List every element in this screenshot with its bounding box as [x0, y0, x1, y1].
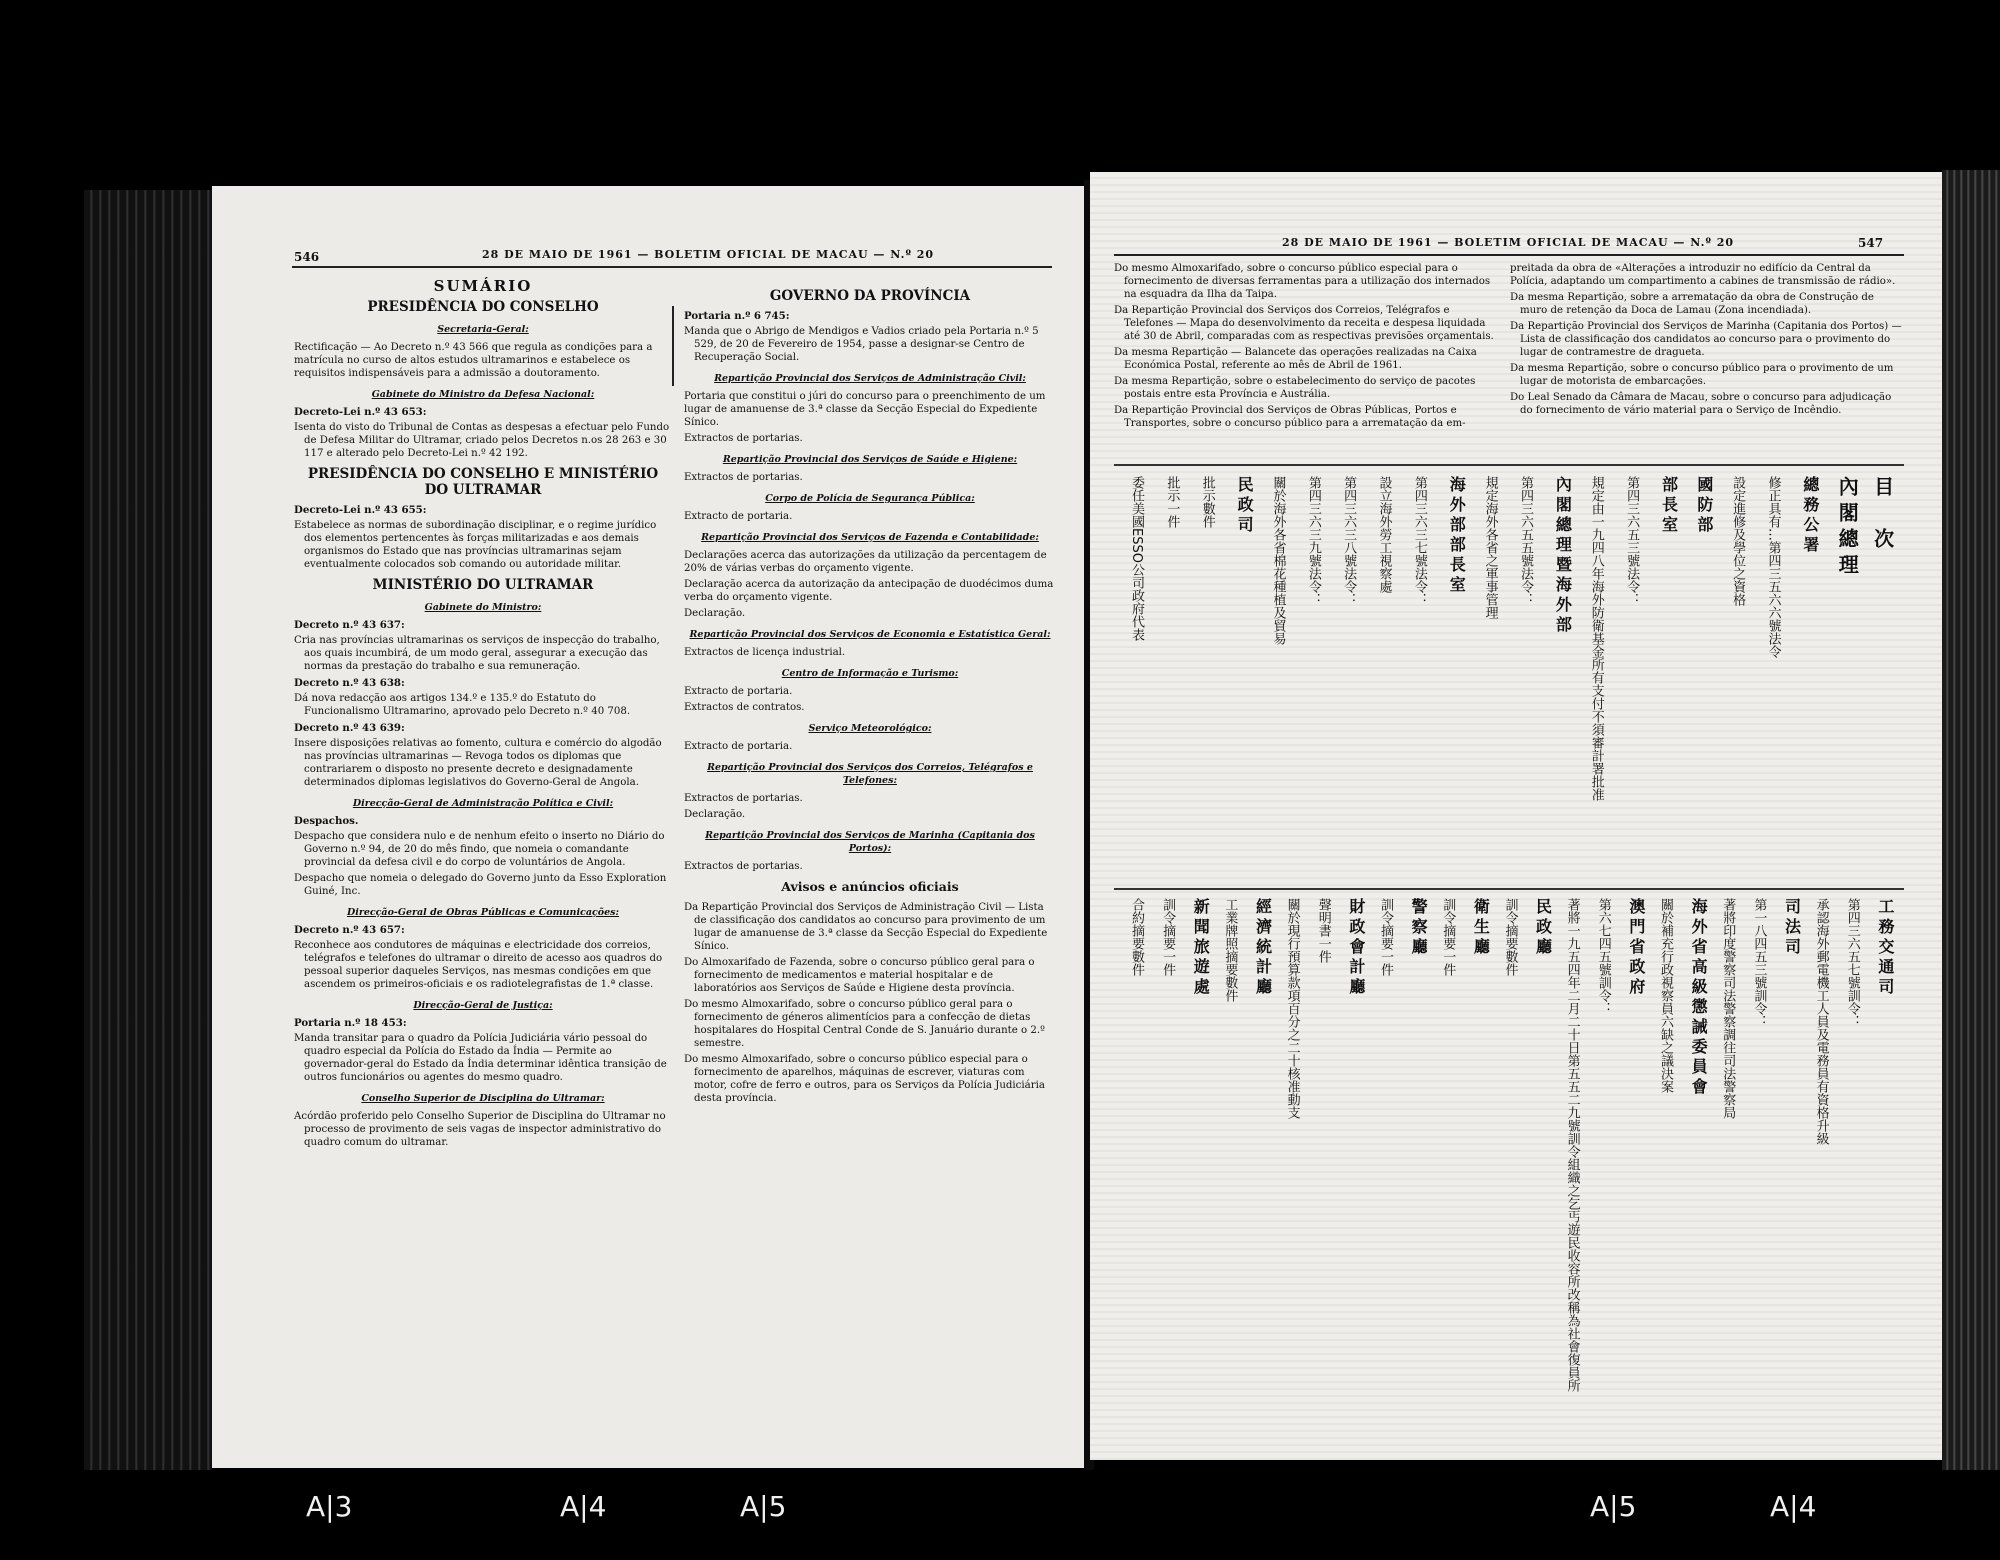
subsection-heading: Repartição Provincial dos Serviços de Saúde e Higiene:: [722, 454, 1018, 465]
chinese-contents-entry: 承認海外郵電機工人員及電務員有資格升級: [1813, 898, 1829, 1145]
page-number: 546: [294, 250, 320, 264]
summary-entry: Manda transitar para o quadro da Polícia Judiciária vário pessoal do quadro especial da Polícia do Estado da Índia — Permite ao governador-geral do Estado da Índia determinar idêntica transição de outros funcionários ou agentes do mesmo quadro.: [294, 1033, 667, 1083]
chinese-contents-entry: 內閣總理: [1835, 476, 1860, 580]
summary-title: SUMÁRIO: [433, 277, 533, 295]
summary-entry: Declaração.: [684, 809, 746, 820]
subsection-heading: Secretaria-Geral:: [437, 324, 529, 335]
summary-entry: Rectificação — Ao Decreto n.º 43 566 que regula as condições para a matrícula no curso de altos estudos ultramarinos e estabelece os requisitos indispensáveis para a admissão a doutoramento.: [294, 342, 653, 379]
notice-entry: Da Repartição Provincial dos Serviços de Marinha (Capitania dos Portos) — Lista de classificação dos candidatos ao concurso para o provimento do lugar de contramestre de draguetа.: [1510, 321, 1902, 358]
chinese-contents-entry: 財政會計廳: [1346, 898, 1366, 998]
summary-entry: Declaração acerca da autorização da antecipação de duodécimos duma verba do orçamento vigente.: [684, 579, 1054, 603]
notices-column-1: [1114, 262, 1498, 433]
frame-marker: [1770, 1490, 1816, 1523]
notice-entry: Da mesma Repartição, sobre a arrematação da obra de Construção de muro de retenção da Doca de Lamau (Zona incendiada).: [1510, 292, 1874, 316]
notice-entry: preitada da obra de «Alterações a introduzir no edifício da Central da Polícia, adaptando um compartimento a cabines de transmissão de rádio».: [1510, 263, 1896, 287]
summary-entry: Dá nova redacção aos artigos 134.º e 135.º do Estatuto do Funcionalismo Ultramarino, aprovado pelo Decreto n.º 40 708.: [294, 693, 631, 717]
chinese-contents-entry: 著將印度警察司法警察調往司法警察局: [1720, 898, 1736, 1119]
subsection-heading: Repartição Provincial dos Serviços dos Correios, Telégrafos e Telefones:: [707, 762, 1033, 786]
chinese-contents-entry: 著將一九五四年二月二十日第五五二九號訓令組織之乞丐遊民收容所改稱為社會復員所: [1564, 898, 1580, 1392]
summary-column-2: [684, 282, 1056, 1108]
chinese-contents-entry: 司法司: [1782, 898, 1802, 958]
notice-entry: Da mesma Repartição, sobre o concurso público para o provimento de um lugar de motorista de embarcações.: [1510, 363, 1894, 387]
page-header: 28 DE MAIO DE 1961 — BOLETIM OFICIAL DE MACAU — N.º 20: [1282, 236, 1735, 249]
decree-label: Decreto n.º 43 657:: [294, 924, 405, 936]
subsection-heading: Gabinete do Ministro:: [424, 602, 542, 613]
chinese-contents-entry: 訓令摘要一件: [1377, 898, 1393, 976]
decree-label: Decreto-Lei n.º 43 655:: [294, 504, 427, 516]
chinese-contents-entry: 第四三六三八號法令：: [1341, 476, 1357, 606]
subsection-heading: Repartição Provincial dos Serviços de Marinha (Capitania dos Portos):: [705, 830, 1035, 854]
subsection-heading: Repartição Provincial dos Serviços de Fazenda e Contabilidade:: [701, 532, 1039, 543]
summary-column-1: [294, 278, 672, 1152]
summary-entry: Extractos de portarias.: [684, 793, 803, 804]
notice-entry: Da Repartição Provincial dos Serviços de Obras Públicas, Portos e Transportes, sobre o concurso público para a arrematação da em-: [1114, 405, 1466, 429]
summary-entry: Portaria que constitui o júri do concurso para o preenchimento de um lugar de amanuense de 3.ª classe da Secção Especial do Expediente Sínico.: [684, 391, 1046, 428]
chinese-contents-entry: 第四三六三七號法令：: [1411, 476, 1427, 606]
summary-entry: Isenta do visto do Tribunal de Contas as despesas a efectuar pelo Fundo de Defesa Militar do Ultramar, criado pelos Decretos n.os 28 263 e 30 117 e alterado pelo Decreto-Lei n.º 42 192.: [294, 422, 670, 459]
decree-label: Decreto n.º 43 639:: [294, 722, 405, 734]
subsection-heading: Conselho Superior de Disciplina do Ultramar:: [361, 1093, 605, 1104]
chinese-contents-entry: 新聞旅遊處: [1191, 898, 1211, 998]
summary-entry: Despacho que nomeia o delegado do Governo junto da Esso Exploration Guiné, Inc.: [294, 873, 667, 897]
notices-column-2: [1510, 262, 1904, 420]
chinese-contents-entry: 聲明書一件: [1315, 898, 1331, 963]
summary-entry: Extractos de contratos.: [684, 702, 805, 713]
summary-entry: Acórdão proferido pelo Conselho Superior de Disciplina do Ultramar no processo de provimento de seis vagas de inspector administrativo do quadro comum do ultramar.: [294, 1111, 666, 1148]
section-rule: [1114, 464, 1904, 466]
chinese-contents-entry: 警察廳: [1409, 898, 1429, 958]
summary-entry: Estabelece as normas de subordinação disciplinar, e o regime jurídico dos elementos pertencentes às forças militarizadas e aos demais organismos do Estado que nas províncias ultramarinas sejam eventualmente colocados sob comando ou autoridade militar.: [294, 520, 657, 570]
decree-label: Despachos.: [294, 815, 359, 827]
decree-label: Portaria n.º 6 745:: [684, 310, 790, 322]
frame-marker-label: A|4: [560, 1490, 607, 1523]
chinese-contents-entry: 批示一件: [1164, 476, 1180, 528]
chinese-contents-entry: 訓令摘要一件: [1440, 898, 1456, 976]
notice-entry: Do Almoxarifado de Fazenda, sobre o concurso público geral para o fornecimento de medicamentos e material hospitalar e de laboratórios aos Serviços de Saúde e Higiene desta província.: [684, 957, 1035, 994]
frame-marker: [1590, 1490, 1636, 1523]
notice-entry: Do mesmo Almoxarifado, sobre o concurso público especial para o fornecimento de diversas ferramentas para a utilização dos internados na esquadra da Ilha da Taipa.: [1114, 263, 1491, 300]
chinese-contents-entry: 總務公署: [1800, 476, 1820, 556]
summary-entry: Reconhece aos condutores de máquinas e electricidade dos correios, telégrafos e telefones do ultramar o direito de acesso aos quadros do pessoal superior daqueles Serviços, nas mesmas condições em que ascendem os primeiros-oficiais e os radiotelegrafistas de 1.ª classe.: [294, 940, 663, 990]
chinese-contents-entry: 第四三六三九號法令：: [1305, 476, 1321, 606]
chinese-contents-entry: 訓令摘要數件: [1502, 898, 1518, 976]
left-page: [212, 186, 1090, 1468]
margin-bracket: [672, 306, 674, 386]
page-header: 28 DE MAIO DE 1961 — BOLETIM OFICIAL DE MACAU — N.º 20: [482, 248, 935, 261]
decree-label: Decreto n.º 43 638:: [294, 677, 405, 689]
chinese-contents-entry: 關於現行預算款項百分之二十核准動支: [1284, 898, 1300, 1119]
summary-entry: Insere disposições relativas ao fomento, cultura e comércio do algodão nas províncias ultramarinas — Revoga todos os diplomas que contrariarem o disposto no presente decreto e designadamente determinados diplomas legislativos do Governo-Geral de Angola.: [294, 738, 662, 788]
subsection-heading: Gabinete do Ministro da Defesa Nacional:: [371, 389, 595, 400]
frame-marker-label: A|4: [1770, 1490, 1817, 1523]
summary-entry: Declarações acerca das autorizações da utilização da percentagem de 20% de várias verbas do orçamento vigente.: [684, 550, 1047, 574]
frame-marker-label: A|5: [1590, 1490, 1637, 1523]
summary-entry: Cria nas províncias ultramarinas os serviços de inspecção do trabalho, aos quais incumbirá, de um modo geral, assegurar a execução das normas da prestação do trabalho e sua remuneração.: [294, 635, 660, 672]
section-rule: [1114, 888, 1904, 890]
chinese-contents-entry: 關於海外各省棉花種植及貿易: [1270, 476, 1286, 645]
chinese-contents-entry: 關於補充行政視察員六缺之議決案: [1658, 898, 1674, 1093]
summary-entry: Extracto de portaria.: [684, 686, 793, 697]
notice-entry: Da Repartição Provincial dos Serviços dos Correios, Telégrafos e Telefones — Mapa do desenvolvimento da receita e despesa liquidada até 30 de Abril, comparadas com as respectivas previsões orçamentais.: [1114, 305, 1494, 342]
chinese-contents-entry: 目 次: [1870, 476, 1895, 554]
book-edge-right: [1942, 170, 2000, 1470]
subsection-heading: Repartição Provincial dos Serviços de Economia e Estatística Geral:: [689, 629, 1051, 640]
summary-entry: Extracto de portaria.: [684, 741, 793, 752]
decree-label: Decreto n.º 43 637:: [294, 619, 405, 631]
subsection-heading: Direcção-Geral de Administração Política e Civil:: [352, 798, 614, 809]
decree-label: Portaria n.º 18 453:: [294, 1017, 407, 1029]
summary-entry: Despacho que considera nulo e de nenhum efeito o inserto no Diário do Governo n.º 94, de 20 do mês findo, que nomeia o comandante provincial da defesa civil e do corpo de voluntários de Angola.: [294, 831, 665, 868]
chinese-contents-entry: 內閣總理暨海外部: [1553, 476, 1573, 636]
subsection-heading: Direcção-Geral de Justiça:: [413, 1000, 553, 1011]
chinese-contents-entry: 工務交通司: [1875, 898, 1895, 998]
chinese-contents-entry: 國防部: [1694, 476, 1714, 536]
notice-entry: Do mesmo Almoxarifado, sobre o concurso público geral para o fornecimento de géneros alimentícios para a confecção de dietas hospitalares do Hospital Central Conde de S. Januário durante o 2.º semestre.: [684, 999, 1045, 1049]
notice-entry: Da mesma Repartição — Balancete das operações realizadas na Caixa Económica Postal, referente ao mês de Abril de 1961.: [1114, 347, 1477, 371]
chinese-contents-entry: 規定海外各省之軍事管理: [1482, 476, 1498, 619]
book-edge-left: [84, 190, 212, 1470]
summary-entry: Extractos de portarias.: [684, 472, 803, 483]
frame-marker-label: A|5: [740, 1490, 787, 1523]
subsection-heading: Corpo de Polícia de Segurança Pública:: [765, 493, 975, 504]
chinese-contents-entry: 設定進修及學位之資格: [1730, 476, 1746, 606]
summary-entry: Extractos de portarias.: [684, 861, 803, 872]
chinese-contents-entry: 工業牌照摘要數件: [1222, 898, 1238, 1002]
subsection-heading: Direcção-Geral de Obras Públicas e Comunicações:: [346, 907, 620, 918]
summary-entry: Manda que o Abrigo de Mendigos e Vadios criado pela Portaria n.º 5 529, de 20 de Fevereiro de 1954, passe a designar-se Centro de Recuperação Social.: [684, 326, 1039, 363]
section-heading: PRESIDÊNCIA DO CONSELHO E MINISTÉRIO DO ULTRAMAR: [307, 466, 659, 498]
notice-entry: Da mesma Repartição, sobre o estabelecimento do serviço de pacotes postais entre esta Província e Austrália.: [1114, 376, 1476, 400]
summary-entry: Extractos de licença industrial.: [684, 647, 846, 658]
summary-entry: Extracto de portaria.: [684, 511, 793, 522]
frame-marker: [306, 1490, 352, 1523]
header-rule: [292, 266, 1052, 268]
notice-entry: Do Leal Senado da Câmara de Macau, sobre o concurso para adjudicação do fornecimento de vário material para o Serviço de Incêndio.: [1510, 392, 1892, 416]
decree-label: Decreto-Lei n.º 43 653:: [294, 406, 427, 418]
chinese-contents-entry: 第四三六五五號法令：: [1518, 476, 1533, 606]
subsection-heading: Serviço Meteorológico:: [808, 723, 932, 734]
section-heading: GOVERNO DA PROVÍNCIA: [769, 288, 971, 304]
header-rule: [1114, 254, 1904, 256]
notice-entry: Da Repartição Provincial dos Serviços de Administração Civil — Lista de classificação dos candidatos ao concurso para provimento de um lugar de amanuense de 3.ª classe da Secção Especial do Expediente Sínico.: [684, 902, 1048, 952]
summary-entry: Extractos de portarias.: [684, 433, 803, 444]
chinese-contents-entry: 規定由一九四八年海外防衛基金所有支付不須審計署批准: [1588, 476, 1604, 801]
chinese-contents-entry: 第四三六五三號法令：: [1624, 476, 1640, 606]
chinese-contents-entry: 第一八四五三號訓令：: [1751, 898, 1767, 1028]
chinese-contents-entry: 第六七四五號訓令：: [1595, 898, 1611, 1015]
section-heading: MINISTÉRIO DO ULTRAMAR: [372, 577, 594, 593]
right-page: [1090, 172, 1942, 1460]
chinese-contents-entry: 訓令摘要一件: [1160, 898, 1176, 976]
page-number: 547: [1858, 236, 1884, 250]
chinese-contents-entry: 修正具有…第四三五六六號法令: [1765, 476, 1781, 658]
chinese-contents-entry: 委任美國ESSO公司政府代表: [1129, 476, 1144, 641]
chinese-contents-entry: 民政司: [1235, 476, 1255, 536]
chinese-contents-entry: 海外部部長室: [1447, 476, 1467, 596]
section-heading: PRESIDÊNCIA DO CONSELHO: [367, 299, 599, 315]
chinese-contents-entry: 澳門省政府: [1626, 898, 1646, 998]
subsection-heading: Centro de Informação e Turismo:: [781, 668, 959, 679]
frame-marker-label: A|3: [306, 1490, 353, 1523]
section-heading: Avisos e anúncios oficiais: [781, 879, 959, 894]
chinese-contents-entry: 經濟統計廳: [1253, 898, 1273, 998]
chinese-contents-entry: 部長室: [1659, 476, 1679, 536]
chinese-contents-entry: 設立海外勞工視察處: [1376, 476, 1392, 593]
chinese-contents-entry: 批示數件: [1199, 476, 1215, 528]
summary-entry: Declaração.: [684, 608, 746, 619]
chinese-contents-entry: 海外省高級懲誡委員會: [1689, 898, 1709, 1098]
chinese-contents-entry: 第四三六五七號訓令：: [1844, 898, 1860, 1028]
notice-entry: Do mesmo Almoxarifado, sobre o concurso público especial para o fornecimento de aparelhos, máquinas de escrever, viaturas com motor, cofre de ferro e outros, para os Serviços da Polícia Judiciária desta província.: [684, 1054, 1045, 1104]
chinese-contents-entry: 衛生廳: [1471, 898, 1491, 958]
frame-marker: [560, 1490, 606, 1523]
chinese-contents-entry: 民政廳: [1533, 898, 1553, 958]
frame-marker: [740, 1490, 786, 1523]
subsection-heading: Repartição Provincial dos Serviços de Administração Civil:: [714, 373, 1026, 384]
chinese-contents-entry: 合約摘要數件: [1129, 898, 1144, 976]
